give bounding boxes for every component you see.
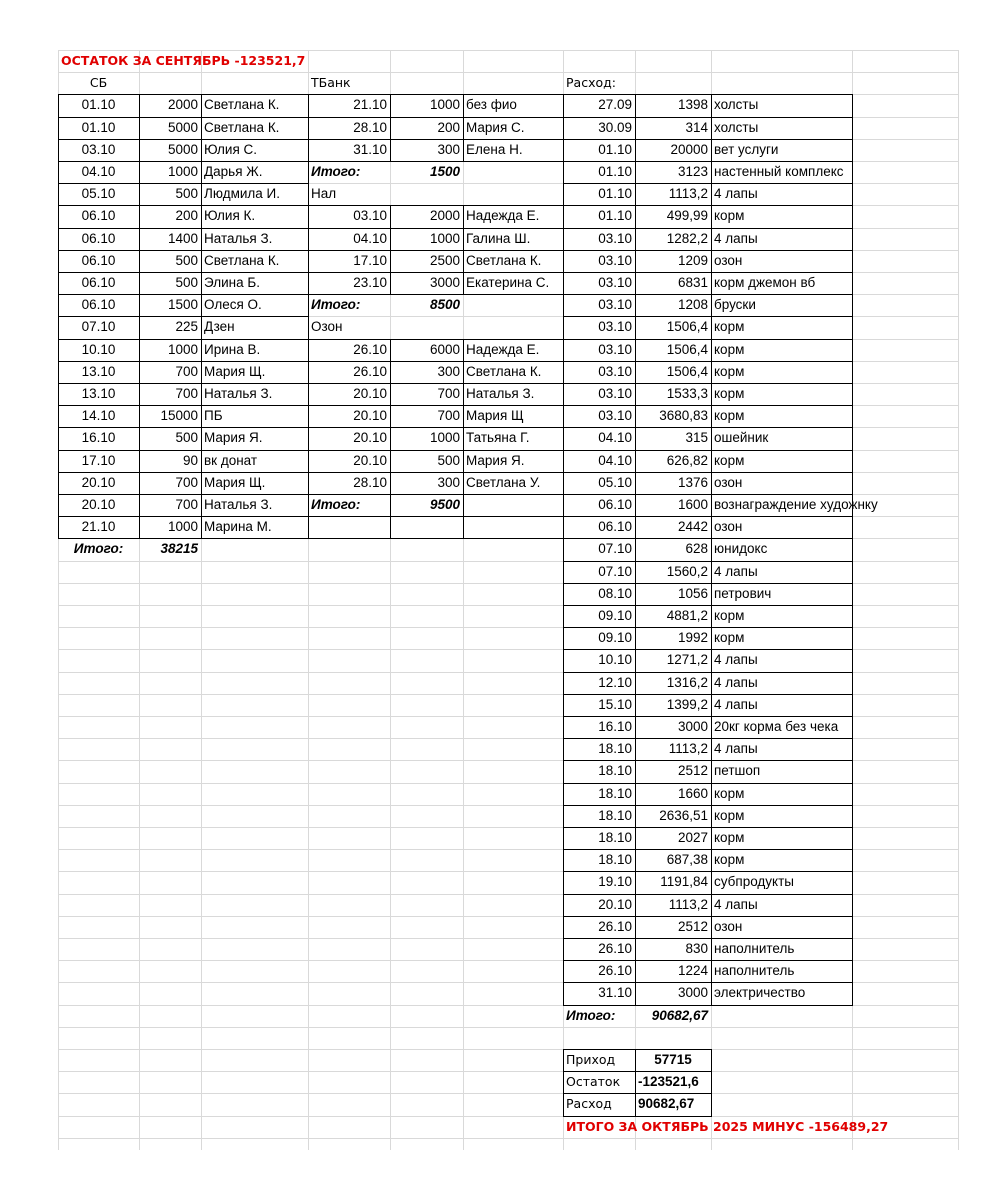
sb-date: 21.10 — [81, 519, 116, 535]
expense-amount: 1399,2 — [666, 696, 708, 712]
expense-description: корм — [714, 452, 745, 468]
expense-amount: 2636,51 — [659, 807, 708, 823]
ozon-date: 26.10 — [353, 341, 387, 357]
expense-amount: 6831 — [677, 275, 708, 290]
expense-total-label: Итого: — [566, 1007, 616, 1023]
sb-date: 06.10 — [81, 208, 116, 224]
sb-amount: 500 — [175, 186, 198, 202]
expense-amount: 2442 — [677, 519, 708, 535]
sb-amount: 200 — [175, 208, 198, 224]
tbank-date: 28.10 — [353, 119, 387, 135]
sb-date: 01.10 — [81, 97, 116, 113]
expense-date: 18.10 — [598, 807, 632, 823]
expense-description: озон — [714, 252, 743, 268]
ozon-total-value: 9500 — [429, 497, 460, 512]
expense-date: 01.10 — [598, 208, 632, 224]
tbank-amount: 200 — [437, 119, 460, 135]
sb-date: 01.10 — [81, 119, 116, 135]
expense-description: корм — [714, 852, 745, 868]
expense-description: 4 лапы — [714, 674, 758, 690]
expense-date: 03.10 — [598, 386, 632, 401]
summary-income-value: 57715 — [654, 1052, 692, 1067]
expense-date: 10.10 — [598, 652, 632, 668]
summary-expense-value: 90682,67 — [638, 1096, 695, 1112]
expense-description: петшоп — [714, 763, 761, 779]
sb-name: Элина Б. — [204, 275, 260, 290]
sb-name: Юлия К. — [204, 208, 256, 224]
expense-date: 07.10 — [598, 541, 632, 557]
expense-date: 18.10 — [598, 763, 632, 779]
expense-description: 4 лапы — [714, 230, 758, 246]
expense-description: холсты — [714, 119, 759, 135]
expense-date: 18.10 — [598, 785, 632, 801]
sb-total-value: 38215 — [160, 541, 198, 557]
sb-name: Светлана К. — [204, 119, 280, 135]
sb-date: 20.10 — [81, 497, 116, 512]
expense-date: 07.10 — [598, 563, 632, 579]
expense-amount: 1398 — [677, 97, 708, 113]
sb-name: Наталья З. — [204, 386, 273, 401]
expense-amount: 1376 — [677, 474, 708, 490]
ozon-date: 26.10 — [353, 363, 387, 379]
sb-amount: 700 — [175, 363, 198, 379]
sb-name: Мария Щ. — [204, 474, 266, 490]
sb-date: 16.10 — [81, 430, 116, 446]
sb-date: 13.10 — [81, 363, 116, 379]
ozon-name: Наталья З. — [466, 386, 535, 401]
expense-description: корм — [714, 341, 745, 357]
sb-amount: 5000 — [167, 141, 198, 157]
expense-amount: 830 — [685, 941, 708, 956]
expense-amount: 1282,2 — [666, 230, 708, 246]
expense-date: 03.10 — [598, 408, 632, 424]
cash-name: Надежда Е. — [466, 208, 540, 224]
tbank-date: 31.10 — [353, 141, 387, 157]
sb-date: 13.10 — [81, 386, 116, 401]
expense-date: 05.10 — [598, 474, 632, 490]
sb-amount: 500 — [175, 275, 198, 290]
ozon-date: 28.10 — [353, 474, 387, 490]
summary-balance-label: Остаток — [566, 1074, 621, 1090]
expense-description: 4 лапы — [714, 652, 758, 668]
cash-amount: 3000 — [429, 275, 460, 290]
sb-amount: 700 — [175, 386, 198, 401]
sb-name: ПБ — [204, 408, 223, 424]
sb-date: 06.10 — [81, 297, 116, 313]
sb-name: Юлия С. — [204, 141, 258, 157]
expense-amount: 499,99 — [666, 208, 708, 224]
tbank-name: без фио — [466, 97, 517, 113]
expense-date: 01.10 — [598, 186, 632, 202]
cash-amount: 2500 — [429, 252, 460, 268]
expense-amount: 1992 — [677, 630, 708, 646]
sb-amount: 5000 — [167, 119, 198, 135]
sb-date: 06.10 — [81, 252, 116, 268]
expense-date: 06.10 — [598, 519, 632, 535]
sb-date: 06.10 — [81, 230, 116, 246]
expense-amount: 315 — [685, 430, 708, 446]
sb-name: вк донат — [204, 452, 258, 468]
expense-amount: 3680,83 — [659, 408, 708, 424]
expense-description: настенный комплекс — [714, 164, 844, 179]
cell-border — [852, 94, 853, 1005]
expense-date: 06.10 — [598, 497, 632, 512]
sb-name: Людмила И. — [204, 186, 280, 202]
sb-name: Олеся О. — [204, 297, 262, 313]
expense-amount: 1533,3 — [666, 386, 708, 401]
tbank-total-value: 1500 — [429, 164, 460, 179]
sb-name: Наталья З. — [204, 230, 273, 246]
sb-amount: 225 — [175, 319, 198, 335]
expense-amount: 687,38 — [666, 852, 708, 868]
sb-amount: 15000 — [160, 408, 198, 424]
expense-date: 12.10 — [598, 674, 632, 690]
tbank-amount: 1000 — [429, 97, 460, 113]
ozon-name: Мария Я. — [466, 452, 525, 468]
sb-total-label: Итого: — [73, 541, 124, 557]
tbank-date: 21.10 — [353, 97, 387, 113]
ozon-date: 20.10 — [353, 452, 387, 468]
expense-date: 31.10 — [598, 985, 632, 1001]
sb-name: Дарья Ж. — [204, 164, 263, 179]
expense-amount: 1191,84 — [660, 874, 708, 890]
sb-name: Мария Щ. — [204, 363, 266, 379]
expense-date: 03.10 — [598, 275, 632, 290]
expense-description: вознаграждение художнку — [714, 497, 878, 512]
expense-amount: 20000 — [670, 141, 708, 157]
sb-name: Дзен — [204, 319, 235, 335]
sb-amount: 1500 — [167, 297, 198, 313]
expense-description: 4 лапы — [714, 186, 758, 202]
expense-description: электричество — [714, 985, 806, 1001]
sb-amount: 500 — [175, 252, 198, 268]
sb-amount: 2000 — [167, 97, 198, 113]
ozon-amount: 700 — [437, 386, 460, 401]
cash-name: Галина Ш. — [466, 230, 531, 246]
cash-total-value: 8500 — [429, 297, 460, 313]
expense-description: 4 лапы — [714, 696, 758, 712]
expense-date: 03.10 — [598, 252, 632, 268]
expense-description: корм джемон вб — [714, 275, 816, 290]
expense-amount: 2512 — [677, 918, 708, 934]
expense-date: 30.09 — [598, 119, 632, 135]
cash-date: 03.10 — [353, 208, 387, 224]
sb-name: Мария Я. — [204, 430, 263, 446]
gridline-v — [958, 50, 959, 1150]
expense-date: 03.10 — [598, 319, 632, 335]
ozon-date: 20.10 — [353, 386, 387, 401]
cell-border — [711, 1049, 712, 1117]
expense-description: наполнитель — [714, 941, 795, 956]
expense-amount: 3000 — [677, 719, 708, 734]
expense-amount: 1209 — [677, 252, 708, 268]
cash-title: Нал — [311, 186, 337, 202]
sb-name: Наталья З. — [204, 497, 273, 512]
sb-date: 10.10 — [81, 341, 116, 357]
sb-date: 04.10 — [81, 164, 116, 179]
cash-name: Екатерина С. — [466, 275, 550, 290]
expense-description: корм — [714, 408, 745, 424]
expense-amount: 2512 — [677, 763, 708, 779]
expense-description: озон — [714, 519, 743, 535]
expense-description: корм — [714, 386, 745, 401]
expense-date: 09.10 — [598, 608, 632, 623]
column-header-tbank: ТБанк — [311, 75, 351, 91]
ozon-name: Надежда Е. — [466, 341, 540, 357]
october-total-title: ИТОГО ЗА ОКТЯБРЬ 2025 МИНУС -156489,27 — [566, 1118, 889, 1134]
expense-amount: 1560,2 — [666, 563, 708, 579]
expense-description: холсты — [714, 97, 759, 113]
expense-amount: 1113,2 — [668, 186, 708, 202]
expense-description: корм — [714, 208, 745, 224]
expense-date: 16.10 — [598, 719, 632, 734]
expense-description: корм — [714, 785, 745, 801]
ozon-amount: 1000 — [429, 430, 460, 446]
expense-date: 03.10 — [598, 363, 632, 379]
expense-description: 4 лапы — [714, 896, 758, 912]
tbank-name: Мария С. — [466, 119, 525, 135]
sb-name: Марина М. — [204, 519, 272, 535]
cash-date: 23.10 — [353, 275, 387, 290]
expense-date: 27.09 — [598, 97, 632, 113]
sb-name: Светлана К. — [204, 252, 280, 268]
cash-date: 17.10 — [353, 252, 387, 268]
expense-description: озон — [714, 474, 743, 490]
cash-amount: 2000 — [429, 208, 460, 224]
expense-description: корм — [714, 608, 745, 623]
sb-amount: 1000 — [167, 341, 198, 357]
spreadsheet — [58, 50, 958, 1150]
expense-description: озон — [714, 918, 743, 934]
expense-description: петрович — [714, 585, 772, 601]
cash-date: 04.10 — [353, 230, 387, 246]
ozon-amount: 500 — [437, 452, 460, 468]
expense-amount: 626,82 — [666, 452, 708, 468]
ozon-amount: 300 — [437, 474, 460, 490]
sb-date: 14.10 — [81, 408, 116, 424]
expense-amount: 1660 — [677, 785, 708, 801]
tbank-name: Елена Н. — [466, 141, 523, 157]
expense-amount: 1506,4 — [666, 319, 708, 335]
expense-date: 01.10 — [598, 141, 632, 157]
expense-date: 18.10 — [598, 852, 632, 868]
sb-amount: 90 — [182, 452, 198, 468]
expense-amount: 1271,2 — [666, 652, 708, 668]
expense-date: 18.10 — [598, 830, 632, 845]
tbank-amount: 300 — [437, 141, 460, 157]
tbank-total-label: Итого: — [311, 164, 361, 179]
cash-name: Светлана К. — [466, 252, 542, 268]
sb-amount: 700 — [175, 497, 198, 512]
ozon-name: Мария Щ — [466, 408, 524, 424]
expense-date: 15.10 — [598, 696, 632, 712]
expense-date: 18.10 — [598, 741, 632, 757]
september-balance-title: ОСТАТОК ЗА СЕНТЯБРЬ -123521,7 — [61, 53, 306, 68]
expense-amount: 314 — [685, 119, 708, 135]
gridline-h — [58, 72, 958, 73]
cell-border — [308, 516, 564, 517]
sb-amount: 1000 — [167, 164, 198, 179]
expense-description: корм — [714, 830, 745, 845]
expense-description: ошейник — [714, 430, 769, 446]
expense-description: 4 лапы — [714, 741, 758, 757]
expense-description: корм — [714, 319, 745, 335]
expense-description: корм — [714, 807, 745, 823]
gridline-h — [58, 1138, 958, 1139]
expense-date: 20.10 — [598, 896, 632, 912]
summary-expense-label: Расход — [566, 1096, 612, 1112]
expense-description: 4 лапы — [714, 563, 758, 579]
expense-date: 26.10 — [598, 941, 632, 956]
gridline-h — [58, 1071, 958, 1072]
ozon-name: Светлана К. — [466, 363, 542, 379]
expense-amount: 1056 — [677, 585, 708, 601]
sb-amount: 500 — [175, 430, 198, 446]
expense-amount: 1600 — [677, 497, 708, 512]
gridline-h — [58, 1049, 958, 1050]
expense-amount: 2027 — [677, 830, 708, 845]
column-header-sb: СБ — [89, 75, 108, 91]
expense-description: корм — [714, 630, 745, 646]
expense-date: 03.10 — [598, 297, 632, 313]
sb-date: 07.10 — [81, 319, 116, 335]
summary-income-label: Приход — [566, 1052, 616, 1067]
summary-balance-value: -123521,6 — [638, 1074, 699, 1090]
expense-date: 26.10 — [598, 963, 632, 979]
expense-description: юнидокс — [714, 541, 768, 557]
ozon-title: Озон — [311, 319, 343, 335]
expense-date: 01.10 — [598, 164, 632, 179]
expense-amount: 1506,4 — [666, 341, 708, 357]
ozon-total-label: Итого: — [311, 497, 361, 512]
expense-date: 04.10 — [598, 430, 632, 446]
expense-amount: 1506,4 — [666, 363, 708, 379]
cash-amount: 1000 — [429, 230, 460, 246]
expense-date: 26.10 — [598, 918, 632, 934]
cell-border — [308, 538, 564, 539]
expense-amount: 1208 — [677, 297, 708, 313]
ozon-name: Татьяна Г. — [466, 430, 530, 446]
expense-description: корм — [714, 363, 745, 379]
expense-date: 19.10 — [598, 874, 632, 890]
sb-date: 03.10 — [81, 141, 116, 157]
sb-name: Ирина В. — [204, 341, 261, 357]
expense-description: 20кг корма без чека — [714, 719, 839, 734]
expense-description: субпродукты — [714, 874, 794, 890]
expense-date: 09.10 — [598, 630, 632, 646]
sb-amount: 1400 — [167, 230, 198, 246]
expense-amount: 1113,2 — [668, 896, 708, 912]
sb-name: Светлана К. — [204, 97, 280, 113]
column-header-expense: Расход: — [566, 75, 616, 91]
ozon-date: 20.10 — [353, 430, 387, 446]
expense-amount: 4881,2 — [666, 608, 708, 623]
expense-date: 08.10 — [598, 585, 632, 601]
ozon-amount: 700 — [437, 408, 460, 424]
gridline-h — [58, 1027, 958, 1028]
sb-date: 05.10 — [81, 186, 116, 202]
sb-amount: 700 — [175, 474, 198, 490]
expense-amount: 3000 — [677, 985, 708, 1001]
expense-date: 03.10 — [598, 230, 632, 246]
sb-date: 20.10 — [81, 474, 116, 490]
ozon-name: Светлана У. — [466, 474, 541, 490]
cash-total-label: Итого: — [311, 297, 361, 313]
expense-amount: 1316,2 — [666, 674, 708, 690]
sb-date: 17.10 — [81, 452, 116, 468]
gridline-h — [58, 1093, 958, 1094]
expense-amount: 1113,2 — [668, 741, 708, 757]
expense-date: 04.10 — [598, 452, 632, 468]
ozon-amount: 300 — [437, 363, 460, 379]
ozon-amount: 6000 — [429, 341, 460, 357]
expense-date: 03.10 — [598, 341, 632, 357]
sb-date: 06.10 — [81, 275, 116, 290]
expense-description: вет услуги — [714, 141, 779, 157]
expense-amount: 1224 — [677, 963, 708, 979]
expense-total-value: 90682,67 — [651, 1007, 708, 1023]
expense-amount: 628 — [685, 541, 708, 557]
expense-description: наполнитель — [714, 963, 795, 979]
sb-amount: 1000 — [167, 519, 198, 535]
expense-amount: 3123 — [677, 164, 708, 179]
expense-description: бруски — [714, 297, 756, 313]
ozon-date: 20.10 — [353, 408, 387, 424]
